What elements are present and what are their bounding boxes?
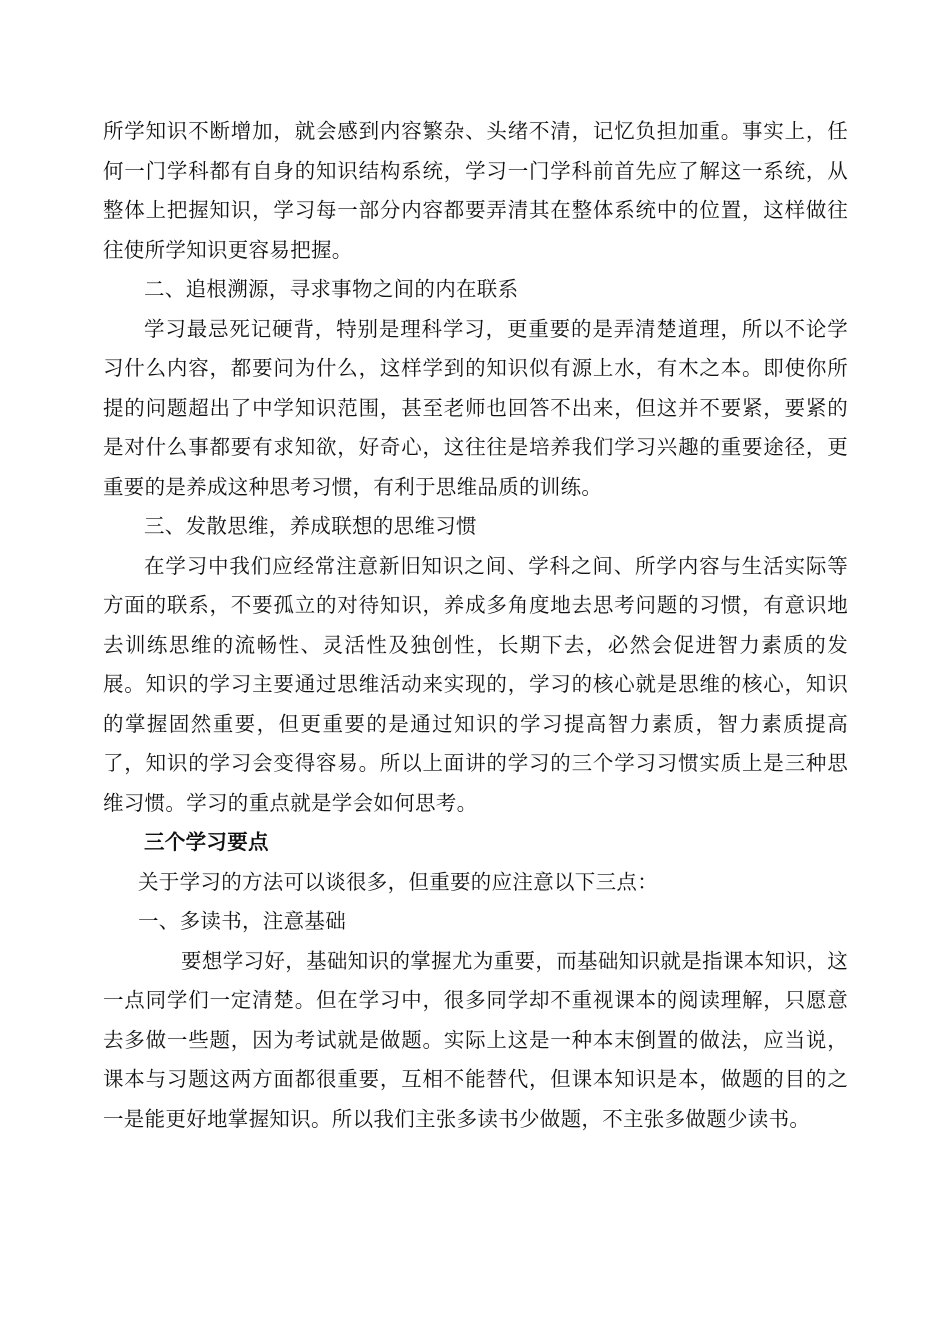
subheading-trace-origin: 二、追根溯源，寻求事物之间的内在联系 (144, 277, 519, 301)
section-title-three-points: 三个学习要点 (144, 830, 269, 854)
paragraph-association-habit: 在学习中我们应经常注意新旧知识之间、学科之间、所学内容与生活实际等方面的联系，不要孤立的对待知识，养成多角度地去思考问题的习惯，有意识地去训练思维的流畅性、灵活性及独创性，长期下去，必然会促进智力素质的发展。知识的学习主要通过思维活动来实现的，学习的核心就是思维的核心，知识的掌握固然重要，但更重要的是通过知识的学习提高智力素质，智力素质提高了，知识的学习会变得容易。所以上面讲的学习的三个学习习惯实质上是三种思维习惯。学习的重点就是学会如何思考。 (103, 553, 848, 815)
paragraph-structure-system: 所学知识不断增加，就会感到内容繁杂、头绪不清，记忆负担加重。事实上，任何一门学科都有自身的知识结构系统，学习一门学科前首先应了解这一系统，从整体上把握知识，学习每一部分内容都要弄清其在整体系统中的位置，这样做往往使所学知识更容易把握。 (103, 119, 848, 262)
document-body (103, 112, 848, 1139)
subheading-divergent-thinking: 三、发散思维，养成联想的思维习惯 (144, 514, 477, 538)
paragraph-ask-why: 学习最忌死记硬背，特别是理科学习，更重要的是弄清楚道理，所以不论学习什么内容，都要问为什么，这样学到的知识似有源上水，有木之本。即使你所提的问题超出了中学知识范围，甚至老师也回答不出来，但这并不要紧，要紧的是对什么事都要有求知欲，好奇心，这往往是培养我们学习兴趣的重要途径，更重要的是养成这种思考习惯，有利于思维品质的训练。 (103, 316, 848, 499)
intro-line: 关于学习的方法可以谈很多，但重要的应注意以下三点： (138, 869, 658, 894)
point-one-heading: 一、多读书，注意基础 (138, 909, 346, 933)
paragraph-read-books: 要想学习好，基础知识的掌握尤为重要，而基础知识就是指课本知识，这一点同学们一定清楚。但在学习中，很多同学却不重视课本的阅读理解，只愿意去多做一些题，因为考试就是做题。实际上这是一种本末倒置的做法，应当说，课本与习题这两方面都很重要，互相不能替代，但课本知识是本，做题的目的之一是能更好地掌握知识。所以我们主张多读书少做题，不主张多做题少读书。 (103, 948, 848, 1131)
